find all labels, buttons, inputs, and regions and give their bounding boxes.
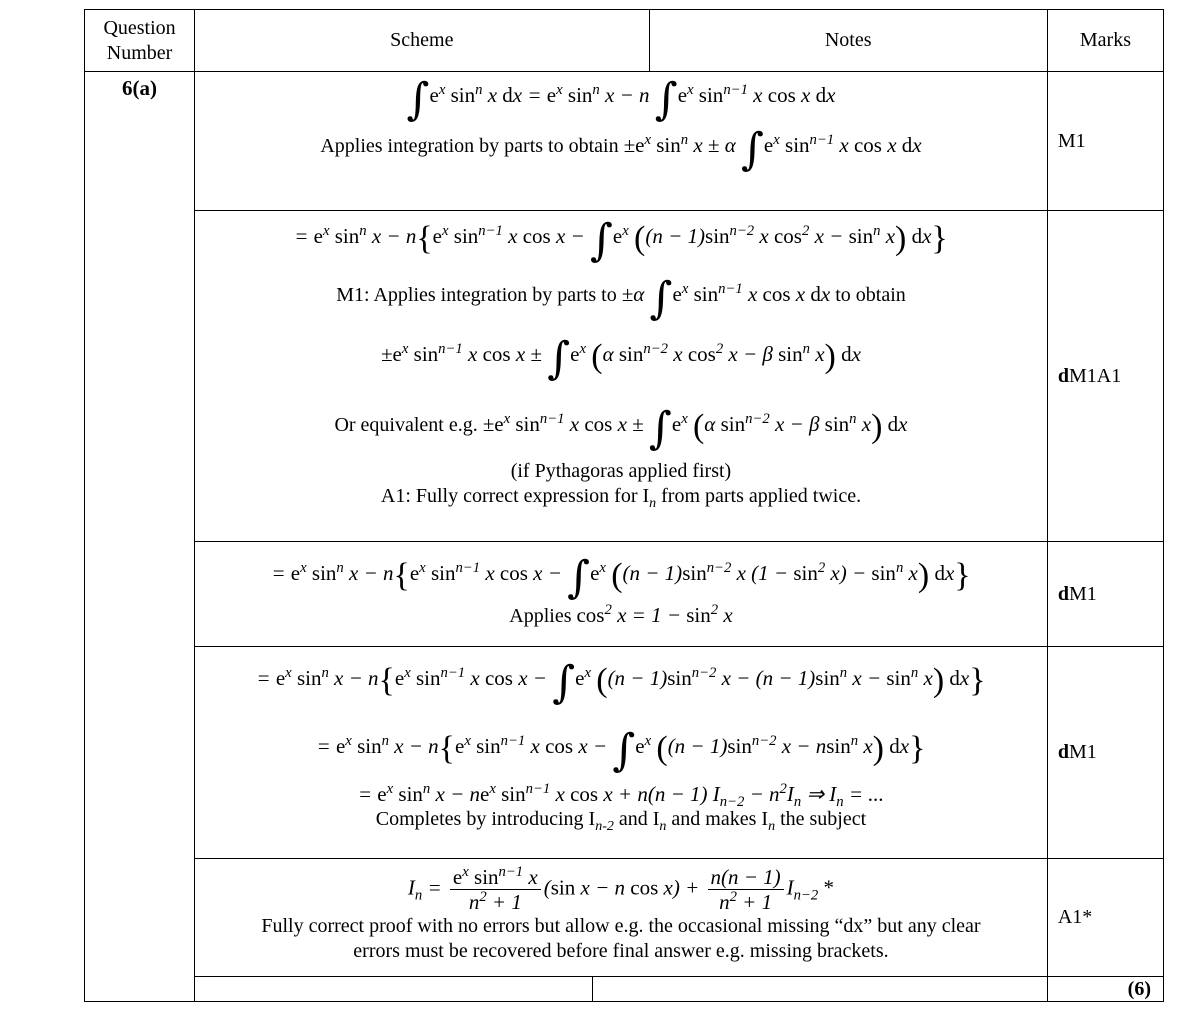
question-number: 6(a) <box>85 72 195 1002</box>
scheme-cell-1 <box>195 72 1048 211</box>
scheme-cell-3 <box>195 542 1048 647</box>
header-marks: Marks <box>1047 10 1163 72</box>
marks-row-1: M1 <box>1047 72 1163 211</box>
total-marks: (6) <box>1047 977 1163 1002</box>
note-row-2b: $\pm e^x$ $\sin^{n-1} x$ $\cos x \pm \int e^x$ (α $\sin^{n-2} x$ $\cos^2 x - \beta$ $\sin^n x$) dx <box>381 333 861 384</box>
header-scheme: Scheme <box>195 10 649 72</box>
equation-expand-2: = $e^x$ $\sin^n x - n\{e^x$ $\sin^{n-1} x$ $\cos x - \int e^x$ ($(n - 1)\sin^{n-2}$ x − nsin$^n$ x) dx} <box>316 725 926 776</box>
mark-scheme-table <box>84 9 1164 1002</box>
equation-final: $I_n$ = $\frac{e^x \sin^{n-1} x}{n^2 + 1}$ (sin x − n cos x) + $\frac{n(n - 1)}{n^2 + 1}$ $I_{n-2}$ * <box>407 864 835 914</box>
marks-row-5: A1* <box>1047 859 1163 977</box>
scheme-row-2 <box>85 211 1164 542</box>
note-row-5a: Fully correct proof with no errors but allow e.g. the occasional missing “dx” but any clear <box>261 915 981 937</box>
scheme-row-4 <box>85 647 1164 859</box>
header-question-number: Question Number <box>85 10 195 72</box>
scheme-row-1 <box>85 72 1164 211</box>
scheme-row-3 <box>85 542 1164 647</box>
note-row-4: Completes by introducing $I_{n-2}$ and $I_n$ and makes $I_n$ the subject <box>375 808 867 834</box>
note-row-2e: A1: Fully correct expression for $I_n$ from parts applied twice. <box>380 485 862 511</box>
scheme-cell-5 <box>195 859 1048 977</box>
equation-expand-1: = $e^x$ $\sin^n x - n\{e^x$ $\sin^{n-1} x$ $\cos x - \int e^x$ ($(n - 1)\sin^{n-2}$ $x - (n - 1)\sin^n$ $x - \sin^n x$) dx} <box>256 657 986 708</box>
note-row-5b: errors must be recovered before final answer e.g. missing brackets. <box>353 940 889 962</box>
scheme-row-5 <box>85 859 1164 977</box>
total-row <box>85 977 1164 1002</box>
note-row-2c: Or equivalent e.g. $\pm e^x$ $\sin^{n-1} x$ $\cos x \pm \int e^x$ (α $\sin^{n-2} x - \beta$ $\sin^n x$) dx <box>334 403 908 454</box>
header-notes: Notes <box>649 10 1047 72</box>
marks-row-4: dM1 <box>1047 647 1163 859</box>
marks-row-2: dM1A1 <box>1047 211 1163 542</box>
total-empty-cell <box>195 977 1048 1002</box>
equation-parts-2: = $e^x$ $\sin^n x - n\{e^x$ $\sin^{n-1} x$ $\cos x - \int e^x$ ($(n - 1)\sin^{n-2}$ x $\cos^2 x - \sin^n x$) dx} <box>294 215 948 266</box>
equation-parts-1: $\int e^x$ $\sin^n x$ dx = $e^x$ $\sin^n x - n$ $\int e^x$ $\sin^{n-1} x$ cos x dx <box>406 74 836 125</box>
scheme-cell-2 <box>195 211 1048 542</box>
scheme-cell-4 <box>195 647 1048 859</box>
note-row-2d: (if Pythagoras applied first) <box>510 460 732 482</box>
header-row <box>85 10 1164 72</box>
note-row-2a: M1: Applies integration by parts to ±α $\int e^x$ $\sin^{n-1} x$ cos x dx to obtain <box>336 273 906 324</box>
note-row-1: Applies integration by parts to obtain $\pm e^x$ $\sin^n x \pm \alpha$ $\int e^x$ $\sin^{n-1} x$ cos x dx <box>320 124 922 175</box>
equation-expand-3: = $e^x$ $\sin^n x - ne^x$ $\sin^{n-1} x$ cos x + n(n − 1) $I_{n-2} - n^2I_n$ ⇒ $I_n$ = ... <box>357 781 885 811</box>
equation-pythagoras: = $e^x$ $\sin^n x - n\{e^x$ $\sin^{n-1} x$ $\cos x - \int e^x$ ($(n - 1)\sin^{n-2}$ x $(1 - \sin^2 x) - \sin^n x$) dx} <box>271 552 971 603</box>
note-row-3: Applies $\cos^2 x = 1 - \sin^2 x$ <box>509 602 733 627</box>
marks-row-3: dM1 <box>1047 542 1163 647</box>
